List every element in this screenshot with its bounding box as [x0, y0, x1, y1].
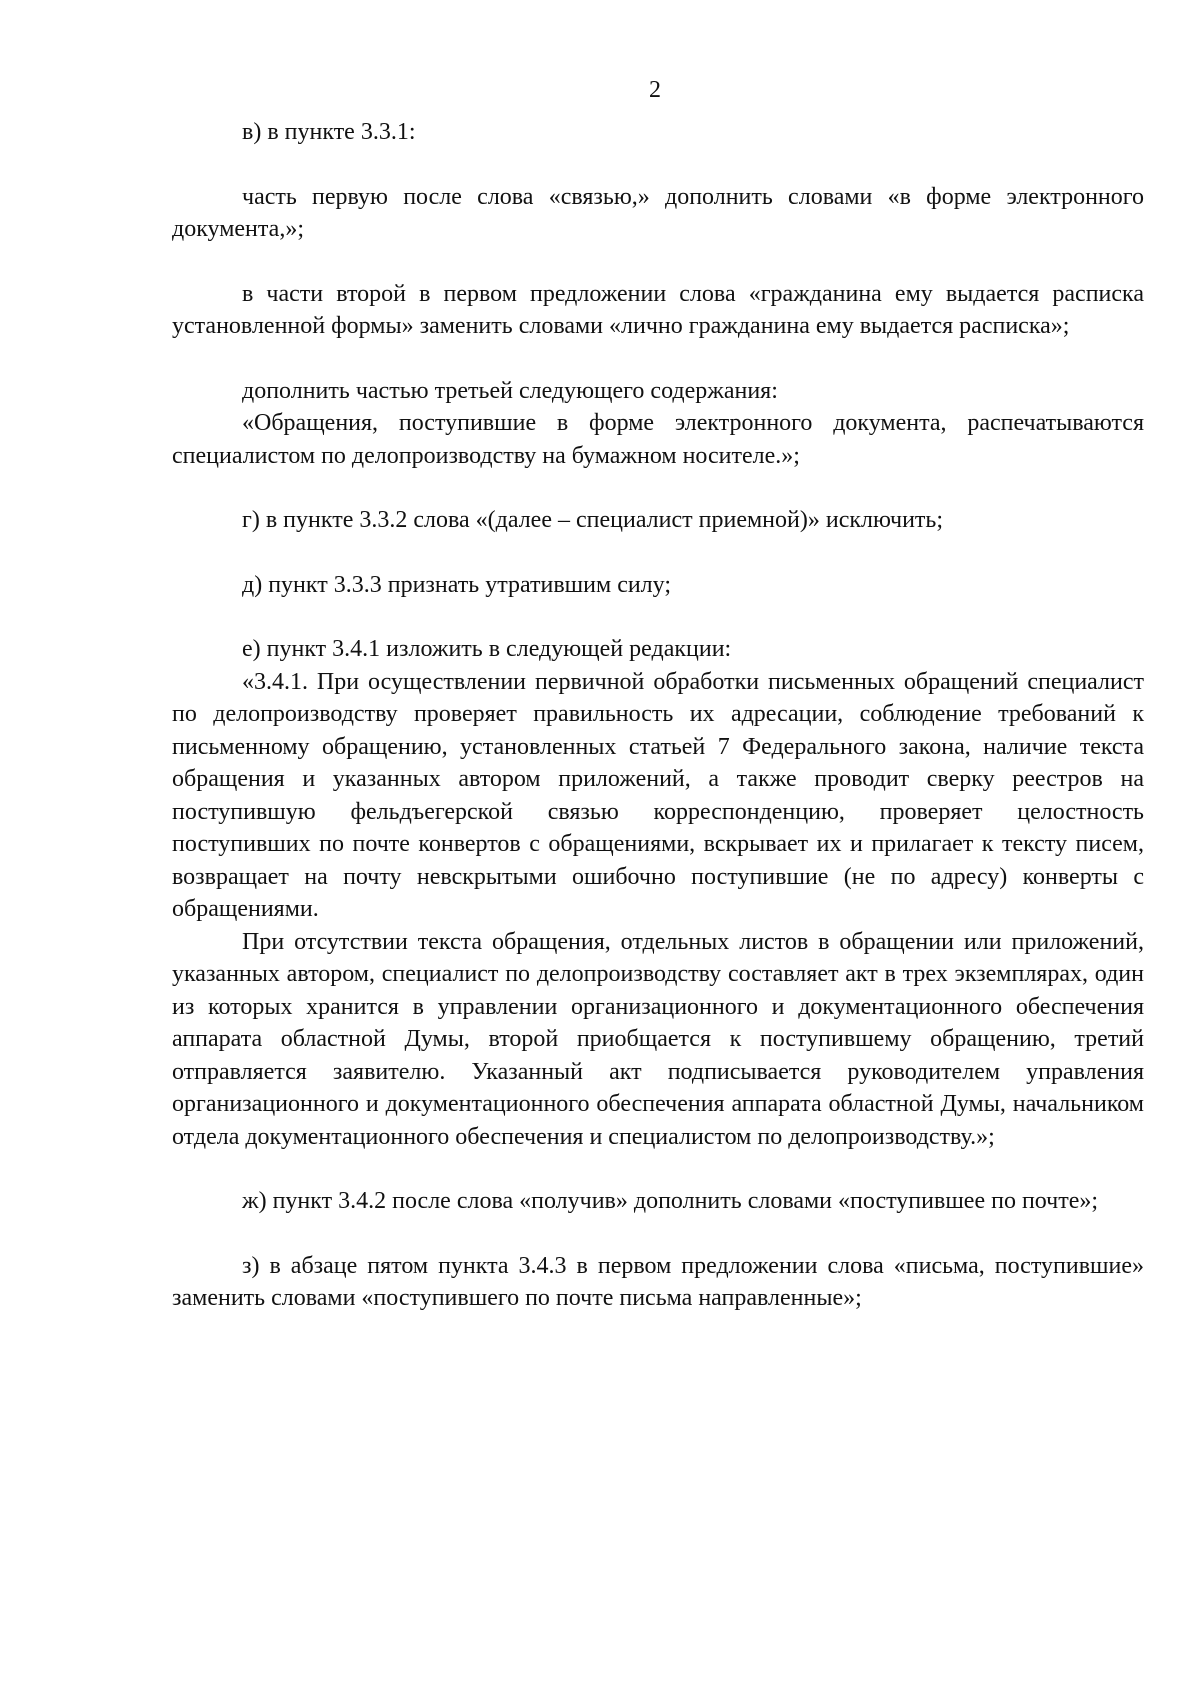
item-d: д) пункт 3.3.3 признать утратившим силу; [242, 571, 672, 598]
page-number: 2 [649, 77, 661, 103]
item-g: г) в пункте 3.3.2 слова «(далее – специалист приемной)» исключить; [242, 507, 944, 533]
item-e-clause-341: «3.4.1. При осуществлении первичной обработки письменных обращений специалист по делопроизводству проверяет правильность их адресации, соблюдение требований к письменному обращению, установленных статьей 7 Федерального закона, наличие текста обращения и указанных автором приложений, а также проводит сверку реестров на поступившую фельдъегерской связью корреспонденцию, проверяет целостность поступивших по почте конвертов с обращениями, вскрывает их и прилагает к тексту писем, возвращает на почту невскрытыми ошибочно поступившие (не по адресу) конверты с обращениями. [172, 668, 1144, 922]
item-v-part-one: часть первую после слова «связью,» дополнить словами «в форме электронного документа,»; [172, 183, 1144, 242]
item-e-heading: е) пункт 3.4.1 изложить в следующей редакции: [242, 636, 732, 662]
item-zh: ж) пункт 3.4.2 после слова «получив» дополнить словами «поступившее по почте»; [242, 1188, 1099, 1214]
item-v-heading: в) в пункте 3.3.1: [242, 119, 416, 145]
item-v-part-two: в части второй в первом предложении слова «гражданина ему выдается расписка установленной формы» заменить словами «лично гражданина ему выдается расписка»; [172, 280, 1144, 339]
item-v-part-three-quote: «Обращения, поступившие в форме электронного документа, распечатываются специалистом по делопроизводству на бумажном носителе.»; [172, 410, 1144, 469]
item-e-clause-341-part-two: При отсутствии текста обращения, отдельных листов в обращении или приложений, указанных автором, специалист по делопроизводству составляет акт в трех экземплярах, один из которых хранится в управлении организационного и документационного обеспечения аппарата областной Думы, второй приобщается к поступившему обращению, третий отправляется заявителю. Указанный акт подписывается руководителем управления организационного и документационного обеспечения аппарата областной Думы, начальником отдела документационного обеспечения и специалистом по делопроизводству.»; [172, 928, 1144, 1150]
item-z: з) в абзаце пятом пункта 3.4.3 в первом предложении слова «письма, поступившие» заменить словами «поступившего по почте письма направленные»; [172, 1252, 1144, 1311]
document-body [172, 116, 1144, 1315]
item-v-part-three-intro: дополнить частью третьей следующего содержания: [242, 377, 778, 404]
